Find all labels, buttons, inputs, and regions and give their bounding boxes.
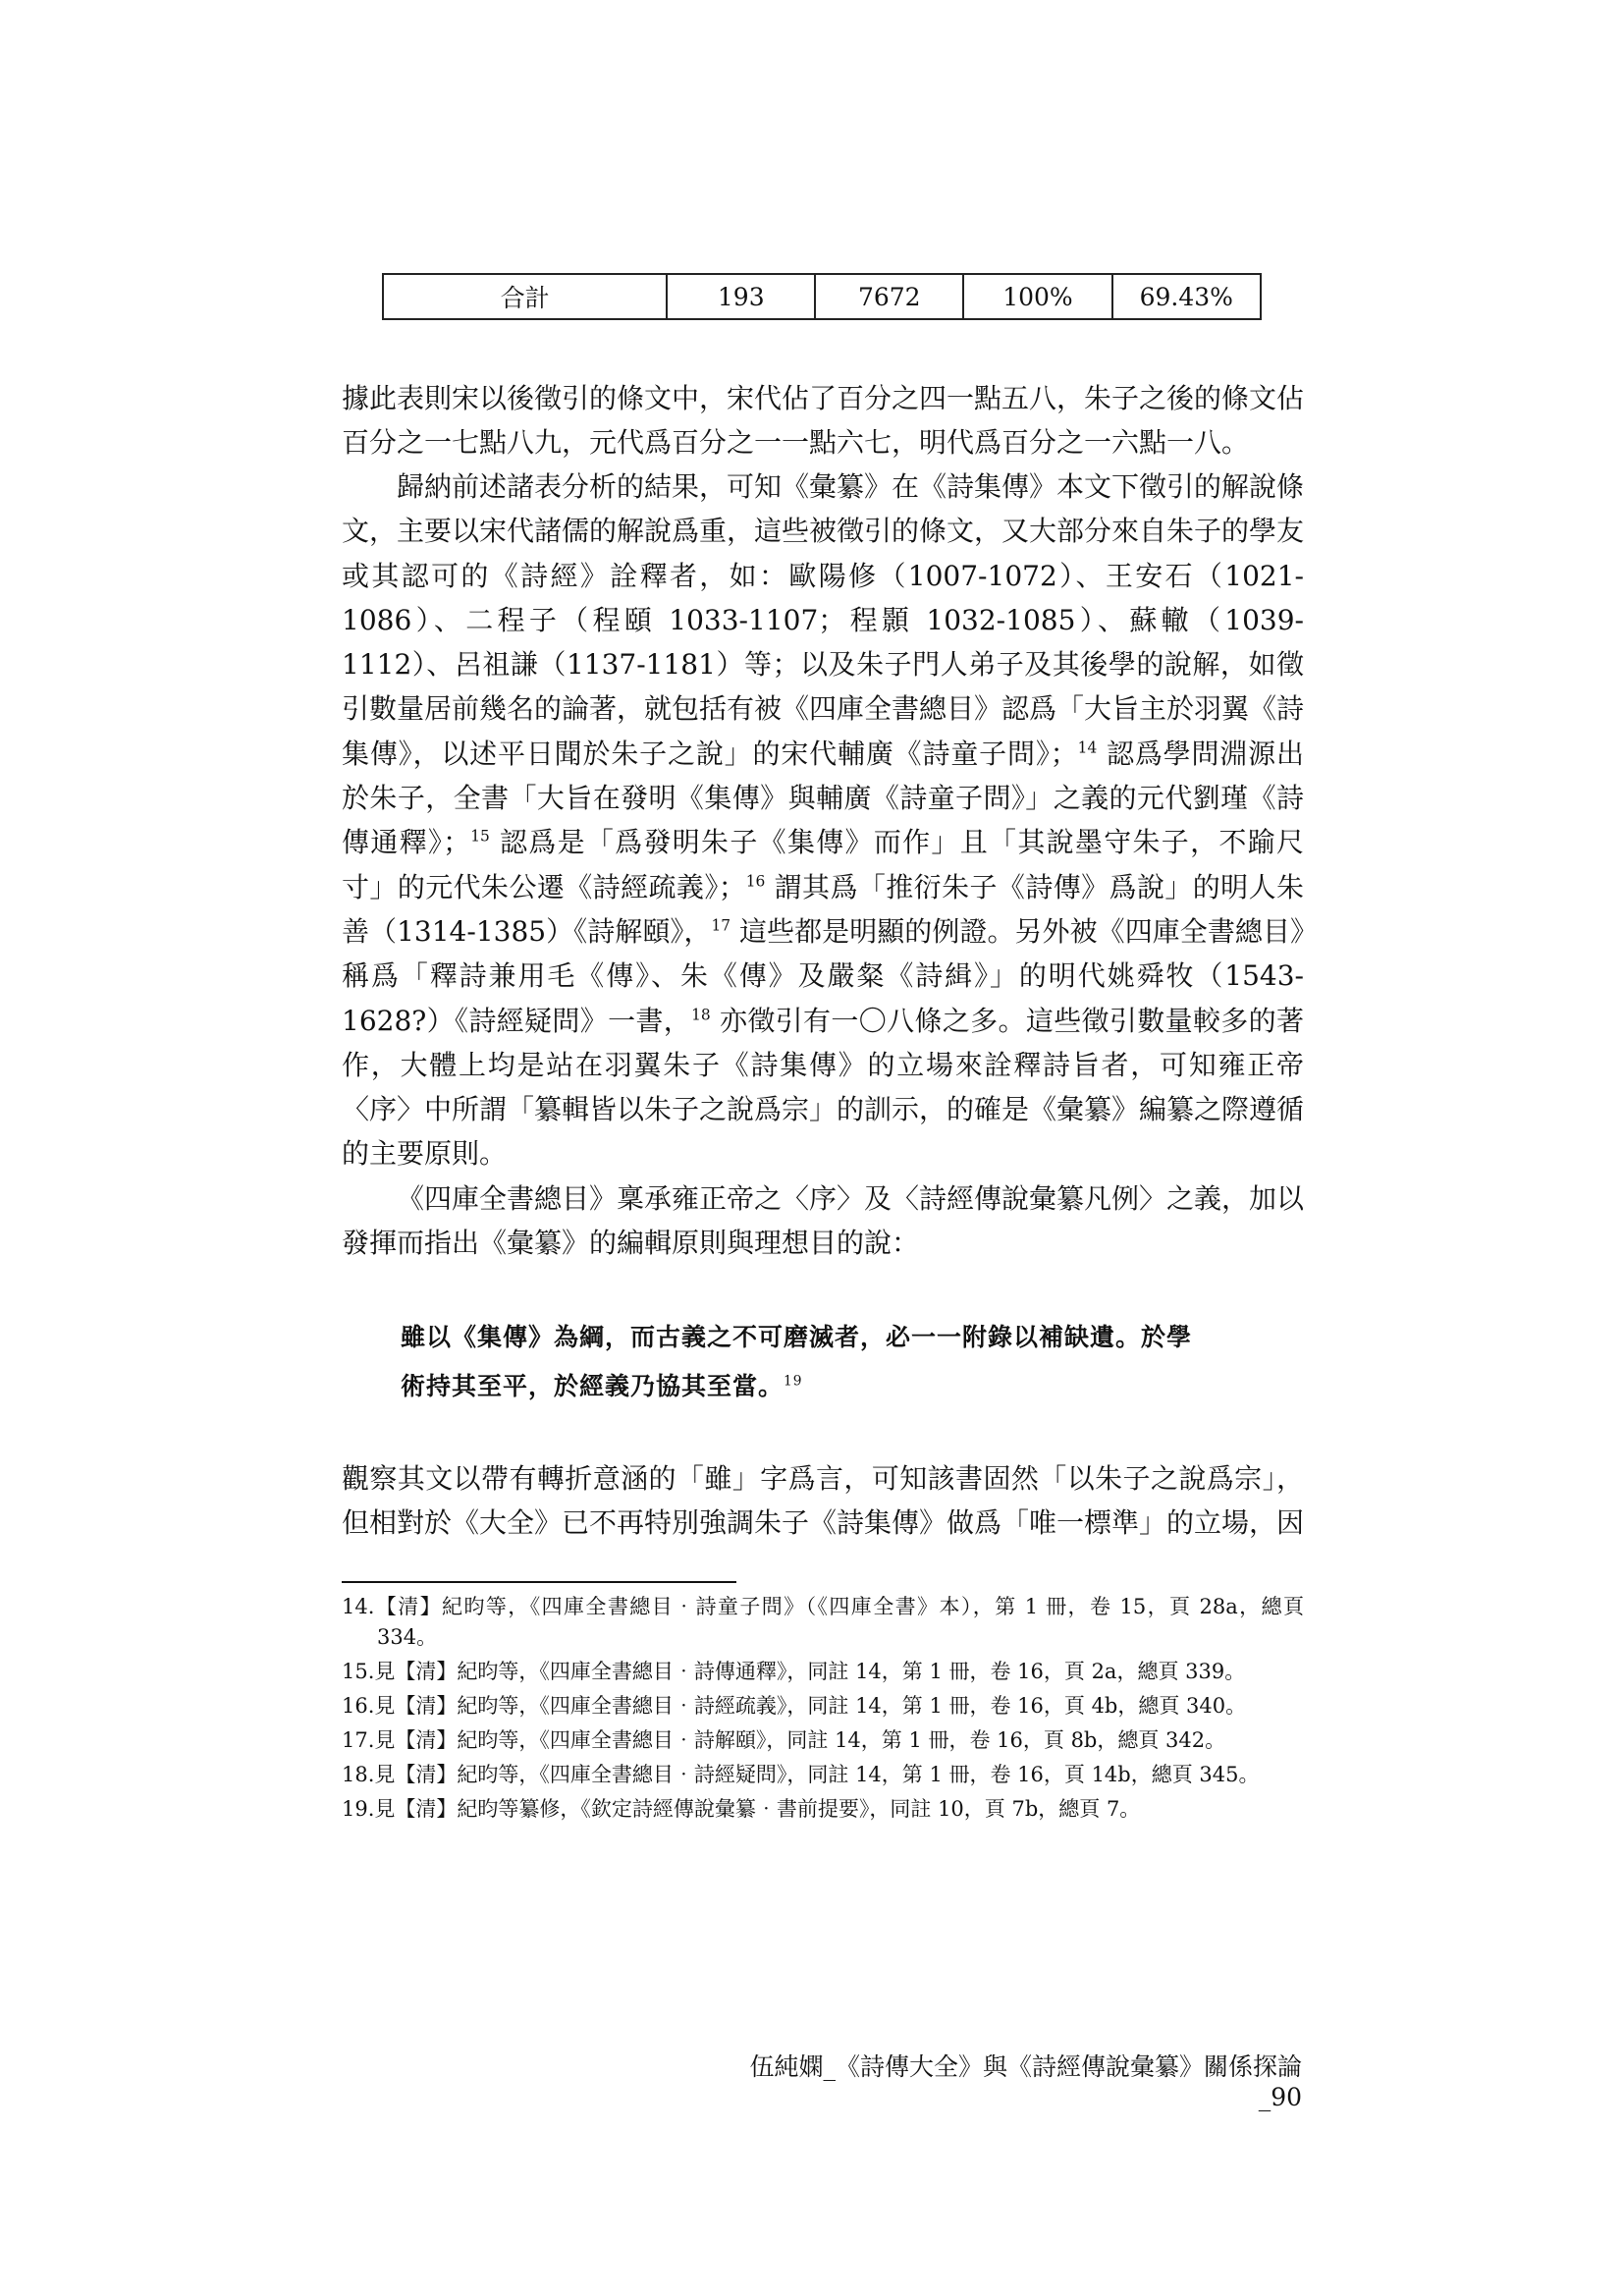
table-cell-total: 7672 — [815, 274, 963, 319]
quote-line-2-text: 術持其至平，於經義乃協其至當。 — [401, 1372, 784, 1400]
analysis-text-f: 亦徵引有一〇八條之多。這些徵引數量較多的著作，大體上均是站在羽翼朱子《詩集傳》的立場來詮釋詩旨者，可知雍正帝〈序〉中所謂「纂輯皆以朱子之說爲宗」的訓示，的確是《彙纂》編纂之際遵循的主要原則。 — [342, 1004, 1305, 1171]
analysis-text-b: 認爲學問淵源出於朱子，全書「大旨在發明《集傳》與輔廣《詩童子問》」之義的元代劉瑾《詩傳通釋》； — [342, 737, 1304, 859]
analysis-paragraph — [342, 465, 1304, 1176]
footnote-15: 15.見【清】紀昀等，《四庫全書總目‧詩傳通釋》，同註 14，第 1 冊，卷 16，頁 2a，總頁 339。 — [342, 1660, 1246, 1683]
footnote-ref-18[interactable]: 18 — [691, 1006, 711, 1024]
table-cell-count: 193 — [667, 274, 815, 319]
footnote-ref-14[interactable]: 14 — [1077, 738, 1098, 757]
footnote-18: 18.見【清】紀昀等，《四庫全書總目‧詩經疑問》，同註 14，第 1 冊，卷 16，頁 14b，總頁 345。 — [342, 1763, 1260, 1786]
quote-line-1: 雖以《集傳》為綱，而古義之不可磨滅者，必一一附錄以補缺遺。於學 — [401, 1323, 1193, 1351]
intro-paragraph-block — [342, 376, 1304, 465]
analysis-text-e: 這些都是明顯的例證。另外被《四庫全書總目》稱爲「釋詩兼用毛《傳》、朱《傳》及嚴粲《詩緝》」的明代姚舜牧（1543-1628?）《詩經疑問》一書， — [342, 914, 1304, 1037]
analysis-text-d: 謂其爲「推衍朱子《詩傳》爲說」的明人朱善（1314-1385）《詩解頤》， — [342, 870, 1304, 948]
footnote-ref-15[interactable]: 15 — [470, 828, 490, 847]
analysis-text-a: 歸納前述諸表分析的結果，可知《彙纂》在《詩集傳》本文下徵引的解說條文，主要以宋代諸儒的解說爲重，這些被徵引的條文，又大部分來自朱子的學友或其認可的《詩經》詮釋者，如：歐陽修（1007-1072）、王安石（1021-1086）、二程子（程頤 1033-1107；程顥 1032-1085）、蘇轍（1039-1112）、呂祖謙（1137-1181）等；以及朱子門人弟子及其後學的說解，如徵引數量居前幾名的論著，就包括有被《四庫全書總目》認爲「大旨主於羽翼《詩集傳》，以述平日聞於朱子之說」的宋代輔廣《詩童子問》； — [342, 470, 1305, 770]
footnote-16: 16.見【清】紀昀等，《四庫全書總目‧詩經疏義》，同註 14，第 1 冊，卷 16，頁 4b，總頁 340。 — [342, 1694, 1247, 1718]
block-quote — [401, 1313, 1265, 1411]
intro-paragraph: 據此表則宋以後徵引的條文中，宋代佔了百分之四一點五八，朱子之後的條文佔百分之一七點八九，元代爲百分之一一點六七，明代爲百分之一六點一八。 — [342, 382, 1305, 460]
table-row-total — [383, 274, 1261, 319]
siku-paragraph: 《四庫全書總目》稟承雍正帝之〈序〉及〈詩經傳說彙纂凡例〉之義，加以發揮而指出《彙纂》的編輯原則與理想目的說： — [342, 1181, 1305, 1260]
running-footer: 伍純嫻_《詩傳大全》與《詩經傳說彙纂》關係探論_90 — [749, 2052, 1302, 2111]
footnote-ref-19[interactable]: 19 — [784, 1373, 803, 1390]
footnote-ref-17[interactable]: 17 — [711, 916, 731, 935]
summary-table — [382, 273, 1262, 320]
quote-line-2 — [401, 1362, 1265, 1411]
table-cell-percent: 100% — [963, 274, 1111, 319]
main-paragraphs-block — [342, 465, 1304, 1265]
footnote-divider — [342, 1581, 736, 1583]
table-cell-label: 合計 — [383, 274, 667, 319]
table-cell-ratio: 69.43% — [1112, 274, 1261, 319]
observation-paragraph: 觀察其文以帶有轉折意涵的「雖」字爲言，可知該書固然「以朱子之說爲宗」，但相對於《大全》已不再特別強調朱子《詩集傳》做爲「唯一標準」的立場，因 — [342, 1462, 1305, 1540]
observation-paragraph-block — [342, 1456, 1304, 1546]
footnote-19: 19.見【清】紀昀等纂修，《欽定詩經傳說彙纂‧書前提要》，同註 10，頁 7b，總頁 7。 — [342, 1797, 1141, 1821]
footnote-14: 14.【清】紀昀等，《四庫全書總目‧詩童子問》（《四庫全書》本），第 1 冊，卷 15，頁 28a，總頁 334。 — [342, 1595, 1304, 1649]
analysis-text-c: 認爲是「爲發明朱子《集傳》而作」且「其說墨守朱子，不踰尺寸」的元代朱公遷《詩經疏義》； — [342, 826, 1304, 903]
footnote-ref-16[interactable]: 16 — [745, 872, 766, 891]
footnote-17: 17.見【清】紀昀等，《四庫全書總目‧詩解頤》，同註 14，第 1 冊，卷 16，頁 8b，總頁 342。 — [342, 1728, 1226, 1752]
footnotes-section — [342, 1592, 1304, 1829]
